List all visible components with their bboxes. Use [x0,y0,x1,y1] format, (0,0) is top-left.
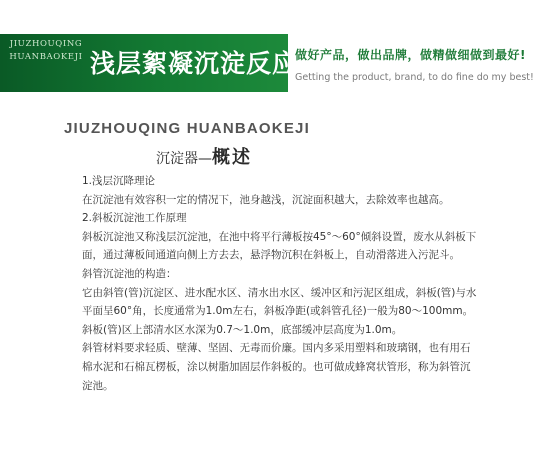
brand-logo-text [0,38,92,64]
banner [0,0,534,100]
brand-line-1: JIUZHOUQING [9,39,83,49]
banner-title: 浅层絮凝沉淀反应器 [90,49,325,78]
paragraph-3: 2.斜板沉淀池工作原理 [82,212,187,225]
section-heading-english: JIUZHOUQING HUANBAOKEJI [64,120,310,137]
section-heading-main: 概述 [212,147,252,168]
slogan-english: Getting the product, brand, to do fine do my best! [295,72,534,83]
paragraph-5: 斜管沉淀池的构造： [82,267,177,280]
slogan-chinese: 做好产品，做出品牌，做精做细做到最好! [295,48,526,62]
paragraph-8: 斜管材料要求轻质、壁薄、坚固、无毒而价廉。国内多采用塑料和玻璃钢，也有用石棉水泥和石棉瓦楞板，涂以树脂加固层作斜板的。也可做成蜂窝状管形，称为斜管沉淀池。 [82,342,471,392]
paragraph-1: 1.浅层沉降理论 [82,175,156,187]
brand-line-2: HUANBAOKEJI [9,52,83,62]
section-heading-prefix: 沉淀器— [156,151,212,167]
article-body [82,172,477,395]
section-heading-chinese [156,143,252,169]
paragraph-2: 在沉淀池有效容积一定的情况下，池身越浅，沉淀面积越大，去除效率也越高。 [82,193,450,206]
paragraph-4: 斜板沉淀池又称浅层沉淀池，在池中将平行薄板按45°～60°倾斜设置，废水从斜板下面，通过薄板间通道向侧上方去去，悬浮物沉积在斜板上，自动滑落进入污泥斗。 [82,230,477,262]
paragraph-7: 斜板(管)区上部清水区水深为0.7～1.0m，底部缓冲层高度为1.0m。 [82,323,403,336]
paragraph-6: 它由斜管(管)沉淀区、进水配水区、清水出水区、缓冲区和污泥区组成，斜板(管)与水平面呈60°角，长度通常为1.0m左右，斜板净距(或斜管孔径)一般为80～100mm。 [82,286,477,318]
